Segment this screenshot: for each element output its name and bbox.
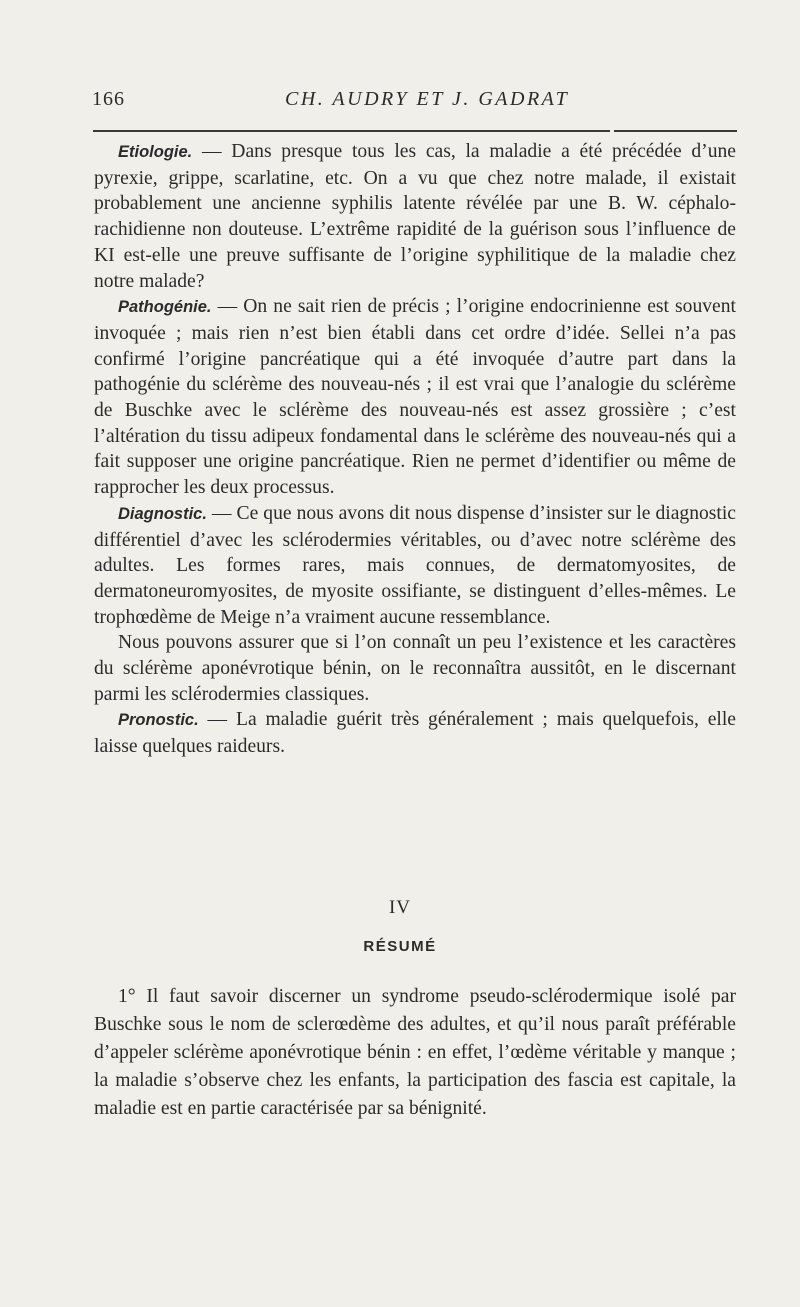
lead-diagnostic: Diagnostic.	[118, 504, 207, 523]
resume-text	[94, 983, 736, 1123]
page-number: 166	[92, 88, 125, 110]
paragraph-resume: 1° Il faut savoir discerner un syndrome pseudo-sclérodermique isolé par Buschke sous le nom de sclerœdème des adultes, et qu’il nous paraît préférable d’appeler sclérème aponévrotique bénin : en effet, l’œdème véritable y manque ; la maladie s’observe chez les enfants, la participation des fascia est capitale, la maladie est en partie caractérisée par sa bénignité.	[94, 986, 736, 1119]
page-header	[0, 86, 800, 116]
paragraph-diagnostic	[94, 501, 736, 631]
paragraph-pronostic	[94, 707, 736, 759]
body-text	[94, 139, 736, 760]
lead-pronostic: Pronostic.	[118, 711, 199, 730]
text-diagnostic-2: Nous pouvons assurer que si l’on connaît un peu l’existence et les caractères du sclérème aponévrotique bénin, on le reconnaîtra aussitôt, en le discernant parmi les sclérodermies classiques.	[94, 632, 736, 705]
running-head: CH. AUDRY ET J. GADRAT	[285, 88, 570, 110]
paragraph-pathogenie	[94, 294, 736, 501]
text-etiologie: — Dans presque tous les cas, la maladie a été précédée d’une pyrexie, grippe, scarlatine, etc. On a vu que chez notre malade, il existait probablement une ancienne syphilis latente révélée par une B. W. céphalo-rachidienne non douteuse. L’extrême rapidité de la guérison sous l’influence de KI est-elle une preuve suffisante de l’origine syphilitique de la maladie chez notre malade?	[94, 141, 736, 292]
section-title: RÉSUMÉ	[363, 938, 437, 955]
paragraph-diagnostic-2	[94, 630, 736, 707]
text-diagnostic: — Ce que nous avons dit nous dispense d’insister sur le diagnostic différentiel d’avec les sclérodermies véritables, ou d’avec notre sclérème des adultes. Les formes rares, mais connues, de dermatomyosites, de dermatoneuromyosites, de myosite ossifiante, se distinguent d’elles-mêmes. Le trophœdème de Meige n’a vraiment aucune ressemblance.	[94, 502, 736, 628]
section-number: IV	[388, 897, 412, 918]
header-rule-right	[614, 130, 737, 132]
paragraph-etiologie	[94, 139, 736, 294]
text-pathogenie: — On ne sait rien de précis ; l’origine endocrinienne est souvent invoquée ; mais rien n’est bien établi dans cet ordre d’idée. Sellei n’a pas confirmé l’origine pancréatique qui a été invoquée d’autre part dans la pathogénie du sclérème des nouveau-nés ; il est vrai que l’analogie du sclérème de Buschke avec le sclérème des nouveau-nés est assez grossière ; c’est l’altération du tissu adipeux fondamental dans le sclérème des nouveau-nés qui a fait supposer une origine pancréatique. Rien ne permet d’identifier ou même de rapprocher les deux processus.	[94, 296, 736, 499]
lead-pathogenie: Pathogénie.	[118, 298, 212, 317]
text-pronostic: — La maladie guérit très généralement ; mais quelquefois, elle laisse quelques raideurs.	[94, 709, 736, 758]
lead-etiologie: Etiologie.	[118, 143, 193, 161]
header-rule	[93, 130, 610, 132]
